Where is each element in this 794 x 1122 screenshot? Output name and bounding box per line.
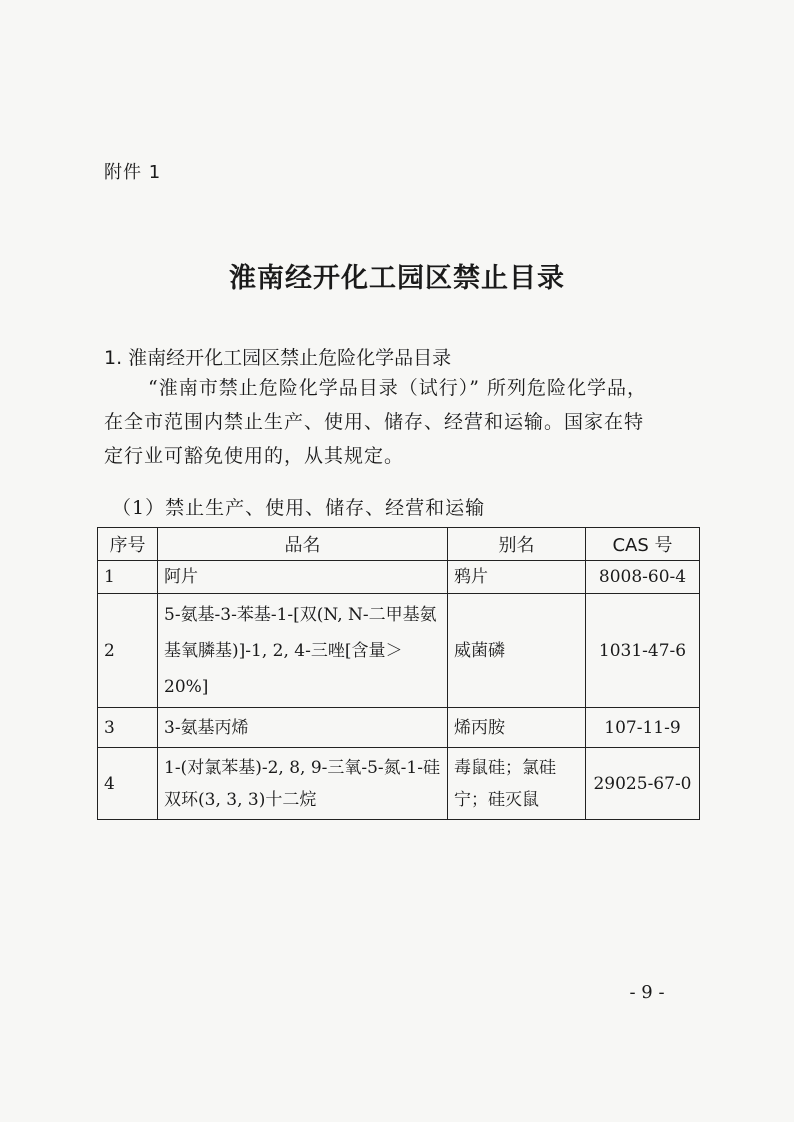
cell-name: 5-氨基-3-苯基-1-[双(N, N-二甲基氨基氧膦基)]-1, 2, 4-三唑[含量＞20%] (158, 594, 448, 708)
cell-alias: 烯丙胺 (448, 708, 586, 748)
table-row (98, 748, 700, 820)
header-alias: 别名 (448, 528, 586, 561)
paragraph-line: “淮南市禁止危险化学品目录（试行）” 所列危险化学品， (148, 377, 647, 399)
section-heading: 1. 淮南经开化工园区禁止危险化学品目录 (104, 347, 452, 369)
table-row (98, 561, 700, 594)
cell-cas: 8008-60-4 (586, 561, 700, 594)
cell-seq: 1 (98, 561, 158, 594)
cell-name: 1-(对氯苯基)-2, 8, 9-三氧-5-氮-1-硅双环(3, 3, 3)十二烷 (158, 748, 448, 820)
cell-seq: 4 (98, 748, 158, 820)
sub-heading: （1）禁止生产、使用、储存、经营和运输 (112, 497, 486, 519)
header-name: 品名 (158, 528, 448, 561)
cell-cas: 29025-67-0 (586, 748, 700, 820)
cell-alias: 威菌磷 (448, 594, 586, 708)
header-cas: CAS 号 (586, 528, 700, 561)
cell-seq: 2 (98, 594, 158, 708)
intro-paragraph (104, 371, 694, 473)
header-seq: 序号 (98, 528, 158, 561)
table-row (98, 708, 700, 748)
prohibited-chemicals-table (97, 527, 700, 820)
cell-seq: 3 (98, 708, 158, 748)
cell-cas: 1031-47-6 (586, 594, 700, 708)
paragraph-line: 在全市范围内禁止生产、使用、储存、经营和运输。国家在特 (104, 411, 645, 433)
cell-alias: 毒鼠硅；氯硅宁；硅灭鼠 (448, 748, 586, 820)
cell-alias: 鸦片 (448, 561, 586, 594)
paragraph-line: 定行业可豁免使用的，从其规定。 (104, 445, 405, 467)
table-row (98, 594, 700, 708)
page-number: - 9 - (629, 982, 665, 1003)
cell-name: 阿片 (158, 561, 448, 594)
attachment-label: 附件 1 (104, 162, 162, 183)
table-header-row (98, 528, 700, 561)
document-title: 淮南经开化工园区禁止目录 (229, 263, 565, 294)
cell-cas: 107-11-9 (586, 708, 700, 748)
cell-name: 3-氨基丙烯 (158, 708, 448, 748)
